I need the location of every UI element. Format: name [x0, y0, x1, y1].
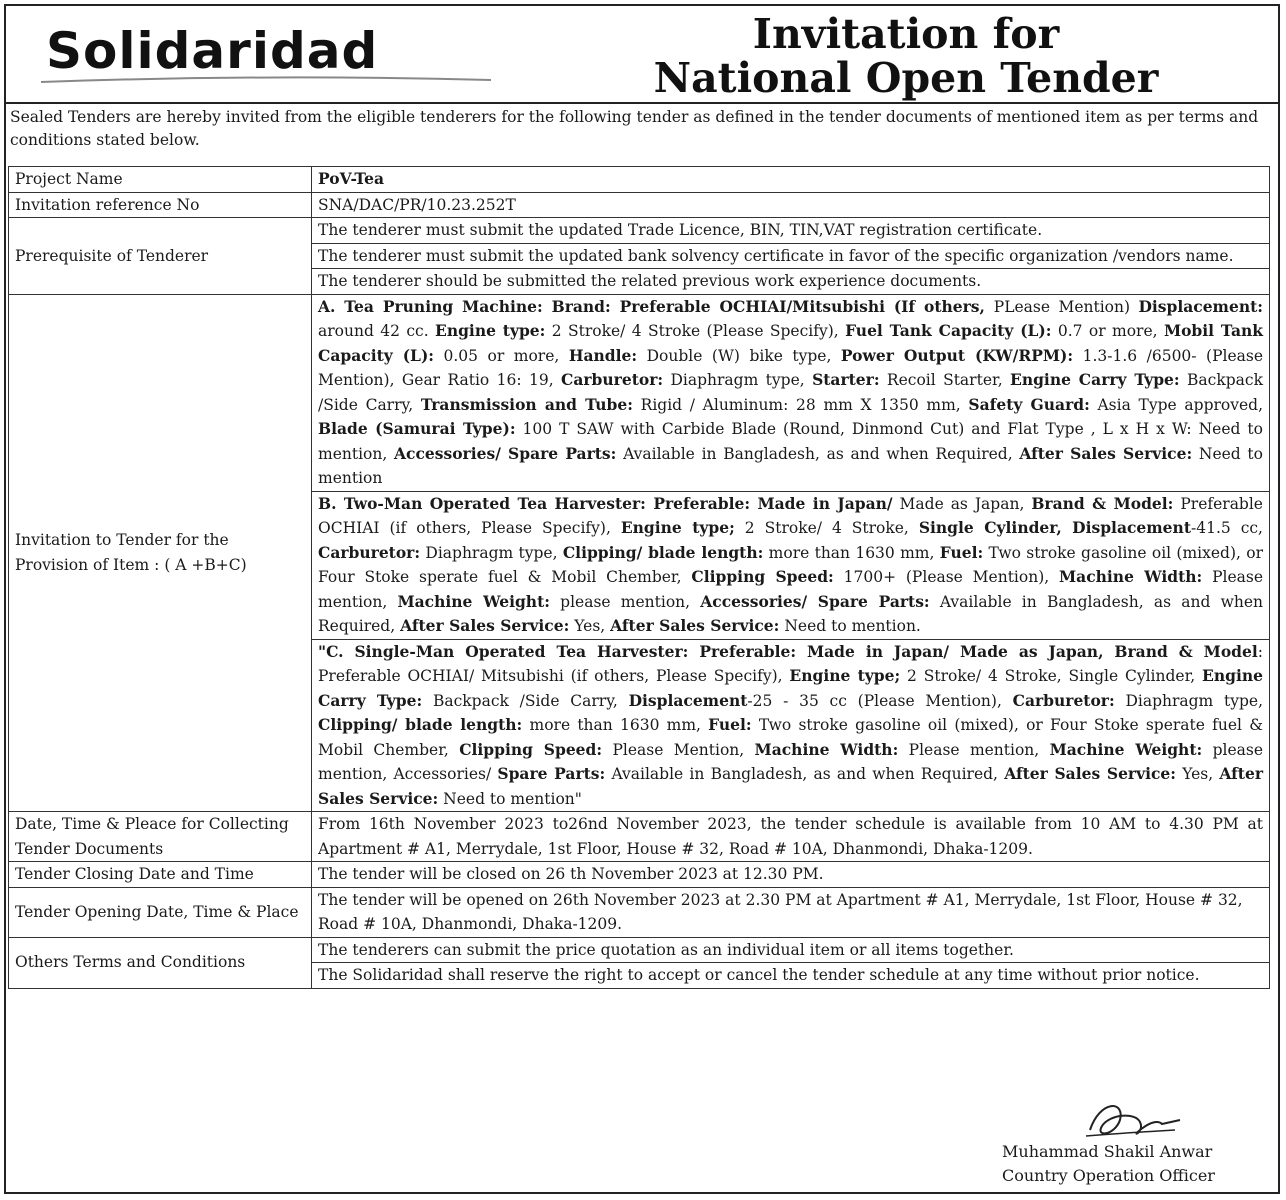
spec-text-run: please mention, Accessories/ [318, 740, 1263, 783]
spec-text-run: Clipping/ blade length: [318, 715, 523, 734]
row-label: Date, Time & Pleace for Collecting Tender Documents [9, 812, 312, 862]
spec-text-run: "C. Single-Man Operated Tea Harvester: Preferable: Made in Japan/ Made as Japan, Brand & Model [318, 641, 1258, 661]
spec-text-run: Diaphragm type, [1114, 691, 1263, 710]
title-line-1: Invitation for [752, 10, 1060, 58]
spec-text-run: Recoil Starter, [879, 371, 1011, 389]
spec-text-run: Carburetor: [561, 370, 664, 389]
spec-text-run: 0.05 or more, [434, 346, 569, 365]
spec-text-run: Yes, [1176, 765, 1220, 783]
table-row [9, 192, 1270, 218]
prerequisite-item: The tenderer should be submitted the related previous work experience documents. [312, 269, 1270, 295]
spec-text-run: 100 T SAW with Carbide Blade (Round, Dinmond Cut) and Flat Type , L x H x W: Need to mention, [318, 420, 1263, 463]
spec-text-run: Available in Bangladesh, as and when Required, [605, 765, 1005, 783]
row-label: Invitation to Tender for the Provision of Item : ( A +B+C) [9, 294, 312, 812]
spec-text-run: Starter: [812, 370, 880, 389]
row-label: Tender Opening Date, Time & Place [9, 887, 312, 937]
spec-text-run: more than 1630 mm, [522, 716, 709, 734]
spec-text-run: After Sales Service: [1004, 764, 1177, 783]
others-item: The Solidaridad shall reserve the right to accept or cancel the tender schedule at any time without prior notice. [312, 963, 1270, 989]
spec-text-run: Transmission and Tube: [420, 394, 633, 414]
spec-text-run: Mobil Tank Capacity (L): [318, 321, 1263, 365]
header [6, 6, 1278, 104]
spec-text-run: Brand & Model: [1031, 493, 1174, 513]
spec-text-run: Engine type; [620, 518, 735, 537]
spec-text-run: Available in Bangladesh, as and when Required, [616, 444, 1020, 463]
table-row [9, 167, 1270, 193]
spec-text-run: 2 Stroke/ 4 Stroke (Please Specify), [545, 322, 846, 340]
spec-text-run: Accessories/ Spare Parts: [700, 591, 930, 611]
spec-text-run: Need to mention. [779, 617, 921, 635]
spec-text-run: Yes, [569, 617, 611, 635]
table-row [9, 887, 1270, 937]
spec-text-run: Engine Carry Type: [1010, 370, 1180, 389]
spec-text-run: 2 Stroke/ 4 Stroke, [734, 519, 919, 537]
spec-text-run: 0.7 or more, [1051, 322, 1164, 340]
table-row [9, 812, 1270, 862]
opening-value: The tender will be opened on 26th November 2023 at 2.30 PM at Apartment # A1, Merrydale, 1st Floor, House # 32, Road # 10A, Dhanmondi, Dhaka-1209. [312, 887, 1270, 937]
spec-text-run: Engine type: [435, 321, 546, 340]
spec-text-run: -25 - 35 cc (Please Mention), [747, 691, 1013, 710]
spec-text-run: Carburetor: [1012, 690, 1115, 710]
spec-text-run: Need to mention" [438, 789, 582, 808]
solidaridad-logo: Solidaridad [46, 22, 379, 80]
prerequisite-item: The tenderer must submit the updated bank solvency certificate in favor of the specific organization /vendors name. [312, 243, 1270, 269]
spec-text-run: Clipping/ blade length: [562, 542, 764, 562]
intro-paragraph: Sealed Tenders are hereby invited from the eligible tenderers for the following tender as defined in the tender documents of mentioned item as per terms and conditions stated below. [10, 108, 1259, 149]
logo-swoosh-icon [36, 72, 496, 88]
spec-text-run: Machine Weight: [397, 591, 550, 611]
table-row [9, 294, 1270, 491]
spec-text-run: Please mention, [898, 740, 1050, 759]
spec-text-run: Fuel: [708, 715, 752, 734]
project-name-value: PoV-Tea [312, 167, 1270, 193]
spec-text-run: Safety Guard: [968, 394, 1090, 414]
others-item: The tenderers can submit the price quotation as an individual item or all items together. [312, 937, 1270, 963]
spec-text-run: Machine Width: [1059, 567, 1203, 586]
spec-text-run: After Sales Service: [610, 616, 780, 635]
spec-text-run: PLease Mention) [993, 297, 1139, 316]
spec-text-run: Fuel Tank Capacity (L): [845, 321, 1052, 340]
spec-text-run: Displacement: [1138, 296, 1263, 316]
item-a-spec [312, 294, 1270, 491]
spec-text-run: 1700+ (Please Mention), [833, 568, 1060, 586]
reference-value: SNA/DAC/PR/10.23.252T [312, 192, 1270, 218]
spec-text-run: Carburetor: [318, 542, 421, 562]
row-label: Tender Closing Date and Time [9, 862, 312, 888]
item-b-spec [312, 491, 1270, 639]
row-label: Project Name [9, 167, 312, 193]
notice-title [526, 12, 1286, 100]
signatory [1002, 1140, 1215, 1188]
spec-text-run: Rigid / Aluminum: 28 mm X 1350 mm, [632, 395, 969, 414]
table-row [9, 937, 1270, 963]
spec-text-run: After Sales Service: [400, 616, 570, 635]
spec-text-run: Diaphragm type, [420, 543, 563, 562]
closing-value: The tender will be closed on 26 th November 2023 at 12.30 PM. [312, 862, 1270, 888]
spec-text-run: : Preferable OCHIAI/ Mitsubishi (if others, Please Specify), [318, 642, 1263, 685]
spec-text-run: After Sales Service: [318, 764, 1263, 808]
spec-text-run: Need to mention [318, 444, 1263, 487]
spec-text-run: Asia Type approved, [1089, 395, 1264, 414]
spec-text-run: B. Two-Man Operated Tea Harvester: Preferable: Made in Japan/ [318, 493, 893, 513]
spec-text-run: Handle: [568, 345, 638, 365]
spec-text-run: Displacement [628, 690, 748, 710]
row-label: Prerequisite of Tenderer [9, 218, 312, 295]
spec-text-run: Blade (Samurai Type): [318, 419, 516, 438]
table-row [9, 218, 1270, 244]
spec-text-run: 1.3-1.6 /6500- (Please Mention), Gear Ratio 16: 19, [318, 346, 1264, 389]
tender-table [8, 166, 1270, 989]
title-line-2: National Open Tender [653, 54, 1159, 102]
spec-text-run: Two stroke gasoline oil (mixed), or Four Stoke sperate fuel & Mobil Chember, [318, 543, 1264, 586]
spec-text-run: A. Tea Pruning Machine: Brand: Preferable OCHIAI/Mitsubishi (If others, [318, 296, 994, 316]
spec-text-run: Machine Weight: [1049, 739, 1203, 759]
spec-text-run: -41.5 cc, [1190, 519, 1263, 537]
signatory-name: Muhammad Shakil Anwar [1002, 1142, 1213, 1161]
spec-text-run: Please Mention, [602, 740, 755, 759]
spec-text-run: Fuel: [939, 542, 984, 562]
spec-text-run: 2 Stroke/ 4 Stroke, Single Cylinder, [900, 667, 1203, 685]
row-label: Others Terms and Conditions [9, 937, 312, 988]
spec-text-run: Preferable OCHIAI (if others, Please Specify), [318, 494, 1263, 537]
spec-text-run: around 42 cc. [318, 322, 436, 340]
spec-text-run: please mention, [549, 592, 701, 611]
spec-text-run: Accessories/ Spare Parts: [394, 443, 617, 463]
collecting-value: From 16th November 2023 to26nd November 2023, the tender schedule is available from 10 AM to 4.30 PM at Apartment # A1, Merrydale, 1st Floor, House # 32, Road # 10A, Dhanmondi, Dhaka-1209. [312, 812, 1270, 862]
spec-text-run: Spare Parts: [497, 764, 606, 783]
spec-text-run: Power Output (KW/RPM): [840, 345, 1074, 365]
item-c-spec [312, 639, 1270, 812]
prerequisite-item: The tenderer must submit the updated Trade Licence, BIN, TIN,VAT registration certificate. [312, 218, 1270, 244]
spec-text-run: Single Cylinder, Displacement [918, 518, 1191, 537]
spec-text-run: Available in Bangladesh, as and when Required, [318, 592, 1263, 635]
spec-text-run: Machine Width: [754, 739, 899, 759]
spec-text-run: more than 1630 mm, [763, 543, 940, 562]
spec-text-run: Clipping Speed: [459, 739, 603, 759]
spec-text-run: After Sales Service: [1019, 443, 1193, 463]
spec-text-run: Made as Japan, [892, 494, 1032, 513]
spec-text-run: Please mention, [318, 568, 1264, 611]
spec-text-run: Engine type; [789, 666, 901, 685]
spec-text-run: Backpack /Side Carry, [318, 371, 1263, 414]
signatory-designation: Country Operation Officer [1002, 1166, 1215, 1185]
row-label: Invitation reference No [9, 192, 312, 218]
spec-text-run: Engine Carry Type: [318, 666, 1263, 710]
spec-text-run: Two stroke gasoline oil (mixed), or Four Stoke sperate fuel & Mobil Chember, [318, 716, 1264, 759]
table-row [9, 862, 1270, 888]
spec-text-run: Diaphragm type, [663, 371, 813, 389]
spec-text-run: Double (W) bike type, [637, 346, 841, 365]
spec-text-run: Backpack /Side Carry, [422, 691, 629, 710]
spec-text-run: Clipping Speed: [691, 567, 834, 586]
